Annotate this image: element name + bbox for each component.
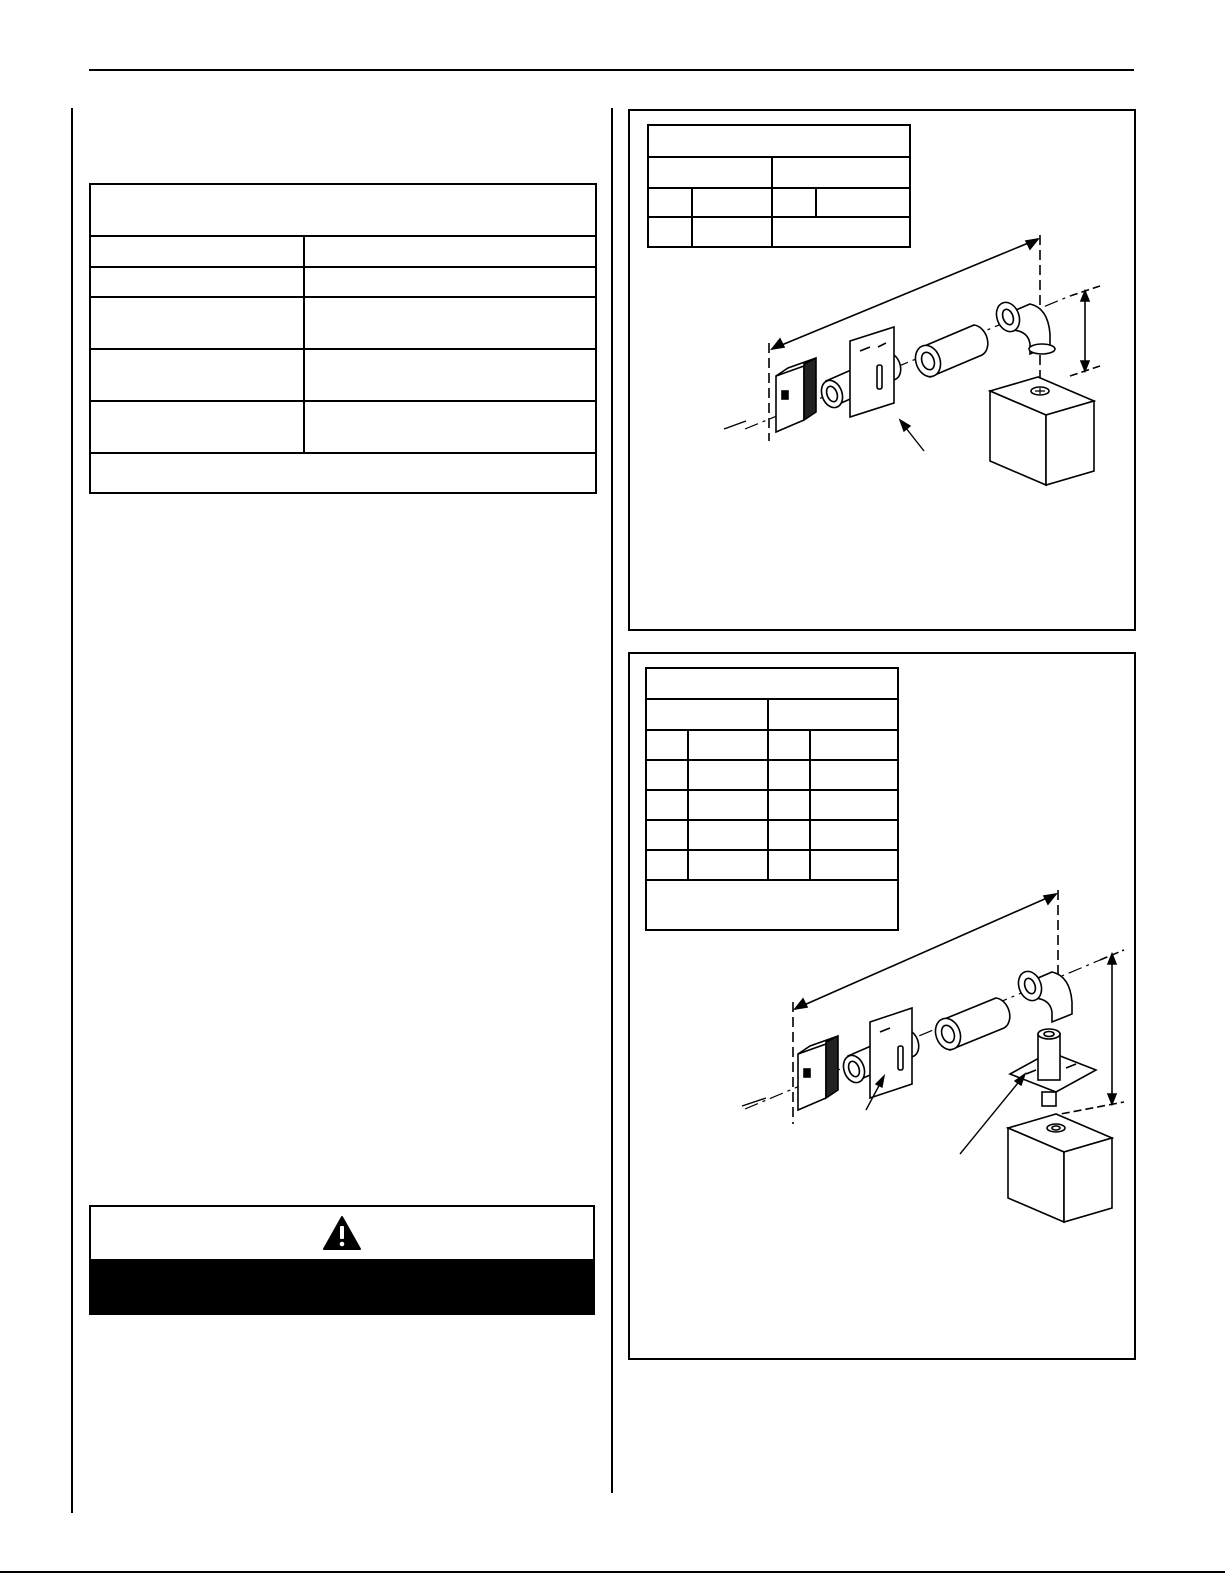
- header-rule: [89, 69, 1134, 71]
- figure-2-vent-table: [646, 668, 898, 930]
- spec-table-footnote: [90, 453, 596, 493]
- spec-table-cell: [90, 236, 304, 267]
- vent-termination-cap: [776, 358, 816, 432]
- spec-table-title: [90, 184, 596, 236]
- warning-triangle-icon: [322, 1215, 362, 1251]
- footer-rule: [0, 1571, 1225, 1573]
- figure-2-drawing: [630, 654, 1134, 1358]
- warning-box: [89, 1205, 595, 1315]
- column-divider-rule: [611, 108, 613, 1493]
- warning-text: [91, 1259, 593, 1315]
- spec-table: [89, 183, 597, 494]
- figure-1-vent-table: [648, 125, 910, 247]
- figure-2-vertical-dimension: [1050, 950, 1124, 1116]
- appliance-box: [1008, 1114, 1112, 1222]
- vent-pipe-section: [911, 325, 988, 380]
- figure-2: [628, 652, 1136, 1360]
- figure-1-vertical-dimension: [1070, 286, 1100, 376]
- figure-1: [628, 109, 1136, 631]
- spec-table-cell: [304, 297, 596, 349]
- vent-elbow-90: [993, 299, 1055, 354]
- spec-table-cell: [304, 267, 596, 297]
- vertical-pipe-with-firestop: [1010, 1029, 1096, 1106]
- warning-header: [91, 1207, 593, 1259]
- spec-table-cell: [90, 297, 304, 349]
- spec-table-cell: [90, 267, 304, 297]
- spec-table-cell: [90, 401, 304, 453]
- vent-termination-cap: [798, 1036, 838, 1110]
- spec-table-cell: [304, 349, 596, 401]
- vent-pipe-section: [931, 998, 1010, 1053]
- figure-1-leader-arrow: [724, 420, 924, 451]
- left-margin-rule: [71, 108, 73, 1513]
- wall-thimble-plate: [850, 327, 894, 417]
- appliance-box: [990, 377, 1094, 485]
- spec-table-cell: [90, 349, 304, 401]
- figure-1-drawing: [630, 111, 1134, 629]
- spec-table-cell: [304, 236, 596, 267]
- spec-table-cell: [304, 401, 596, 453]
- vent-elbow-90: [1015, 968, 1072, 1022]
